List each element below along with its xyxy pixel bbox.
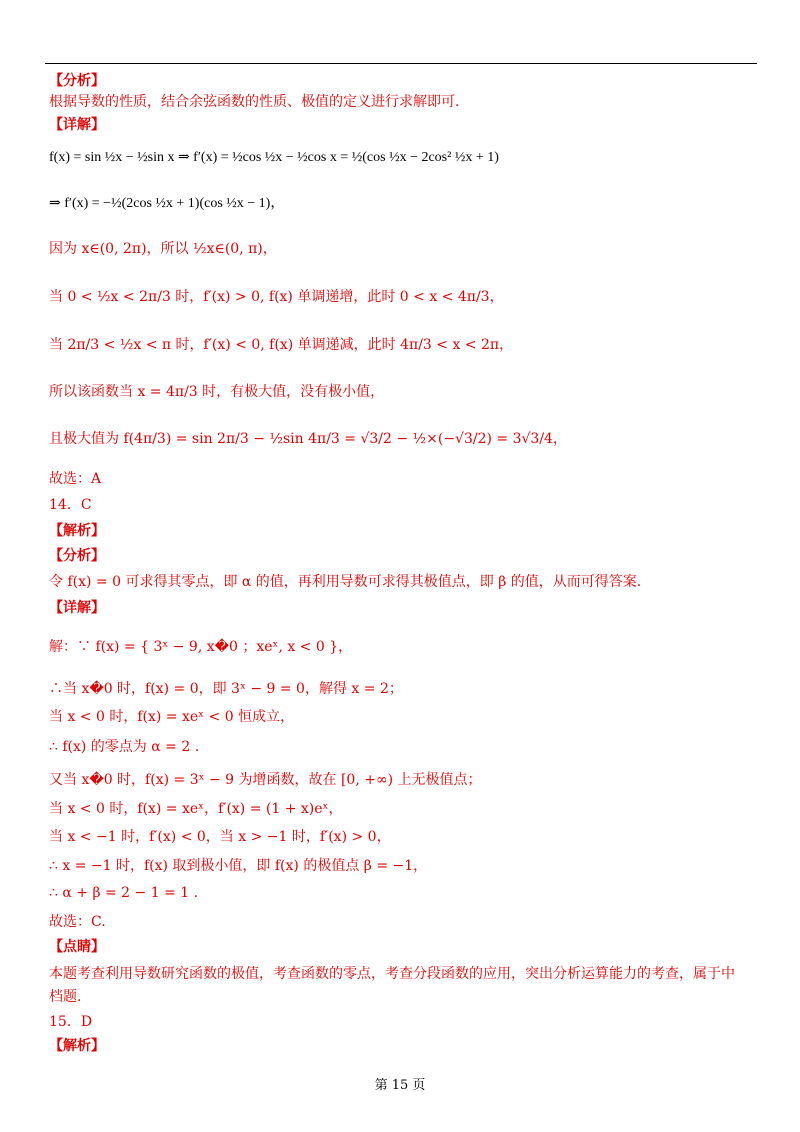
page-number: 第 15 页: [374, 1078, 426, 1093]
question-14-answer: 14．C: [49, 497, 92, 513]
section-heading-remark: 【点睛】: [49, 939, 105, 955]
zero-case-negative: 当 x < 0 时，f(x) = xeˣ < 0 恒成立，: [49, 709, 295, 725]
piecewise-definition: 解：∵ f(x) = { 3ˣ − 9, x�0 ；xeˣ, x < 0 }，: [49, 639, 353, 655]
max-value: 且极大值为 f(4π/3) = sin 2π/3 − ½sin 4π/3 = √3/2 − ½×(−√3/2) = 3√3/4，: [49, 431, 567, 447]
max-conclusion: 所以该函数当 x = 4π/3 时，有极大值，没有极小值，: [49, 384, 385, 400]
extreme-point: ∴ x = −1 时，f(x) 取到极小值，即 f(x) 的极值点 β = −1，: [49, 858, 428, 874]
monotonic-statement: 又当 x�0 时，f(x) = 3ˣ − 9 为增函数，故在 [0, +∞) 上无极值点；: [49, 772, 482, 788]
section-heading-analysis: 【分析】: [49, 73, 105, 89]
formula-derivative: f(x) = sin ½x − ½sin x ⇒ f′(x) = ½cos ½x − ½cos x = ½(cos ½x − 2cos² ½x + 1): [49, 150, 499, 165]
zero-case-positive: ∴当 x�0 时，f(x) = 0，即 3ˣ − 9 = 0，解得 x = 2；: [49, 681, 403, 697]
derivative-negative-case: 当 x < 0 时，f(x) = xeˣ，f′(x) = (1 + x)eˣ，: [49, 801, 343, 817]
answer-13: 故选：A: [49, 471, 102, 487]
analysis-text-2: 令 f(x) = 0 可求得其零点，即 α 的值，再利用导数可求得其极值点，即 β 的值，从而可得答案.: [49, 574, 642, 590]
section-heading-solution: 【解析】: [49, 523, 105, 539]
domain-statement: 因为 x∈(0, 2π)，所以 ½x∈(0, π)，: [49, 241, 277, 257]
section-heading-detail-2: 【详解】: [49, 600, 105, 616]
section-heading-detail: 【详解】: [49, 117, 105, 133]
decreasing-interval: 当 2π/3 < ½x < π 时，f′(x) < 0, f(x) 单调递减，此时 4π/3 < x < 2π，: [49, 337, 514, 353]
increasing-interval: 当 0 < ½x < 2π/3 时，f′(x) > 0, f(x) 单调递增，此时 0 < x < 4π/3，: [49, 289, 504, 305]
remark-text-1: 本题考查利用导数研究函数的极值，考查函数的零点，考查分段函数的应用，突出分析运算能力的考查，属于中: [49, 966, 735, 982]
derivative-sign: 当 x < −1 时，f′(x) < 0，当 x > −1 时，f′(x) > 0，: [49, 829, 391, 845]
section-heading-solution-2: 【解析】: [49, 1038, 105, 1054]
answer-14: 故选：C.: [49, 914, 106, 930]
formula-factored: ⇒ f′(x) = −½(2cos ½x + 1)(cos ½x − 1)，: [49, 196, 285, 211]
zero-result: ∴ f(x) 的零点为 α = 2 .: [49, 739, 200, 755]
top-rule: [45, 63, 757, 64]
sum-result: ∴ α + β = 2 − 1 = 1 .: [49, 885, 199, 901]
section-heading-analysis-2: 【分析】: [49, 548, 105, 564]
question-15-answer: 15．D: [49, 1014, 93, 1030]
remark-text-2: 档题.: [49, 989, 82, 1005]
analysis-text: 根据导数的性质，结合余弦函数的性质、极值的定义进行求解即可.: [49, 94, 460, 110]
